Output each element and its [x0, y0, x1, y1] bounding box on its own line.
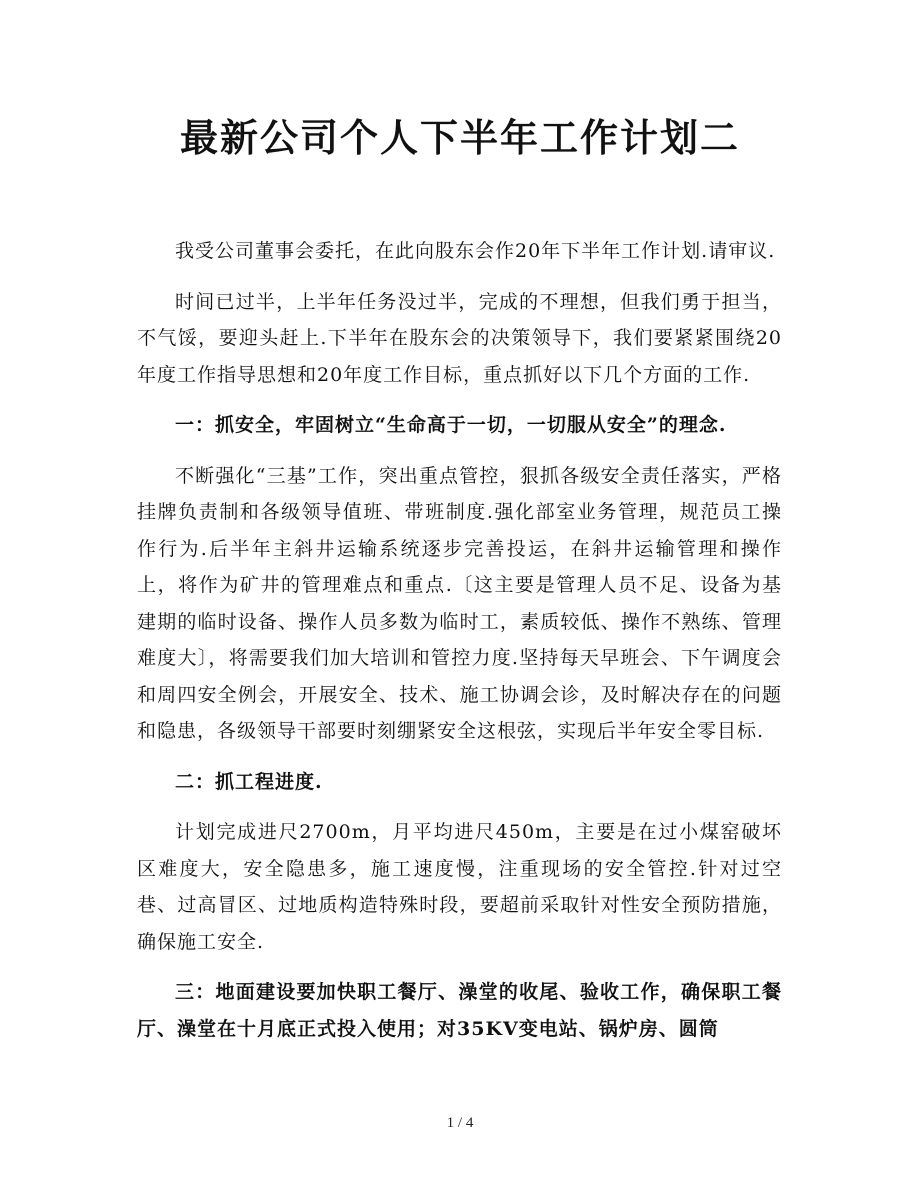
document-body: [137, 233, 782, 1061]
section-heading-construction: 三：地面建设要加快职工餐厅、澡堂的收尾、验收工作，确保职工餐厅、澡堂在十月底正式投入使用；对35KV变电站、锅炉房、圆筒: [137, 981, 782, 1040]
paragraph-overview: 时间已过半，上半年任务没过半，完成的不理想，但我们勇于担当，不气馁，要迎头赶上.下半年在股东会的决策领导下，我们要紧紧围绕20年度工作指导思想和20年度工作目标，重点抓好以下几个方面的工作.: [137, 290, 782, 386]
section-heading-safety: 一：抓安全，牢固树立“生命高于一切，一切服从安全”的理念.: [175, 414, 727, 436]
paragraph-intro: 我受公司董事会委托，在此向股东会作20年下半年工作计划.请审议.: [175, 240, 776, 262]
document-title: 最新公司个人下半年工作计划二: [179, 115, 740, 160]
section-heading-progress: 二：抓工程进度.: [175, 770, 323, 793]
paragraph-progress: 计划完成进尺2700m，月平均进尺450m，主要是在过小煤窑破坏区难度大，安全隐患多，施工速度慢，注重现场的安全管控.针对过空巷、过高冒区、过地质构造特殊时段，要超前采取针对性安全预防措施，确保施工安全.: [137, 821, 782, 953]
page-number: 1 / 4: [446, 1115, 474, 1131]
paragraph-safety: 不断强化“三基”工作，突出重点管控，狠抓各级安全责任落实，严格挂牌负责制和各级领导值班、带班制度.强化部室业务管理，规范员工操作行为.后半年主斜井运输系统逐步完善投运，在斜井运输管理和操作上，将作为矿井的管理难点和重点.〔这主要是管理人员不足、设备为基建期的临时设备、操作人员多数为临时工，素质较低、操作不熟练、管理难度大〕，将需要我们加大培训和管控力度.坚持每天早班会、下午调度会和周四安全例会，开展安全、技术、施工协调会诊，及时解决存在的问题和隐患，各级领导干部要时刻绷紧安全这根弦，实现后半年安全零目标.: [137, 464, 782, 742]
